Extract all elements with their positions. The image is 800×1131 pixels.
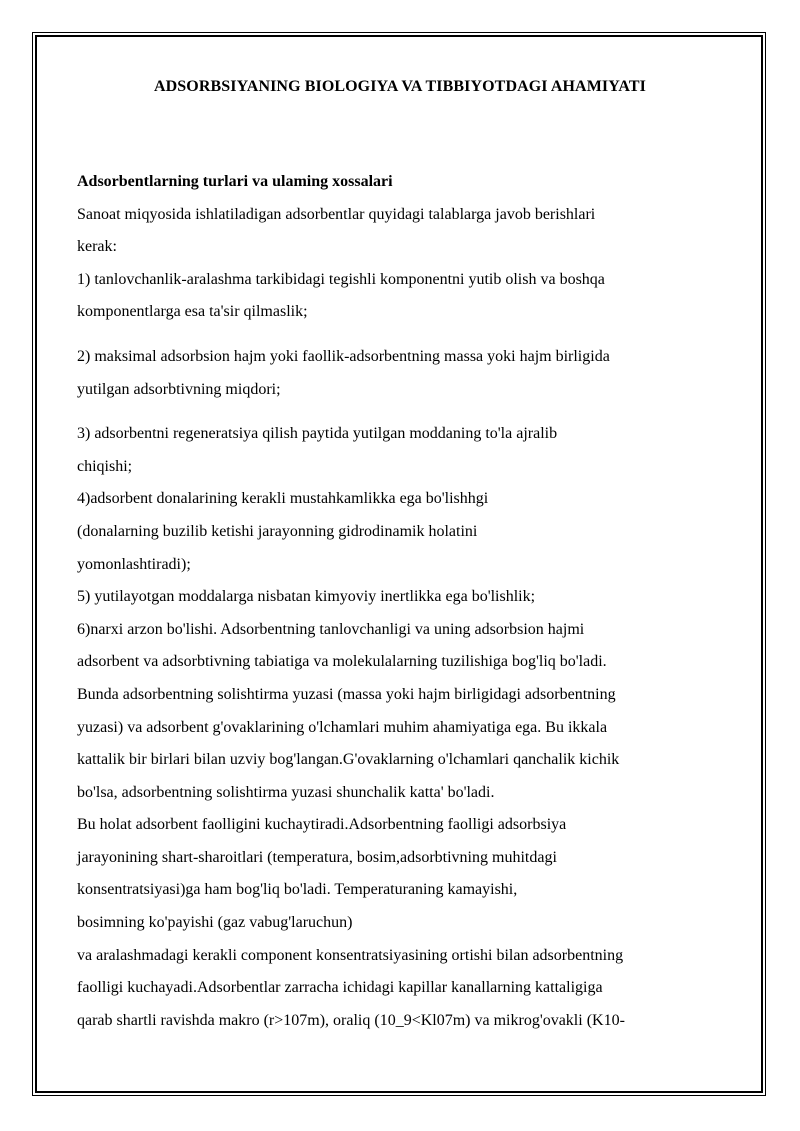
paragraph-gap (77, 329, 737, 341)
body-line: adsorbent va adsorbtivning tabiatiga va molekulalarning tuzilishiga bog'liq bo'ladi. (77, 653, 607, 671)
body-line: chiqishi; (77, 457, 133, 475)
body-line: 2) maksimal adsorbsion hajm yoki faollik-adsorbentning massa yoki hajm birligida (77, 347, 610, 365)
body-line: kerak: (77, 238, 117, 256)
body-line: 1) tanlovchanlik-aralashma tarkibidagi tegishli komponentni yutib olish va boshqa (77, 270, 605, 288)
body-line: Bu holat adsorbent faolligini kuchaytiradi.Adsorbentning faolligi adsorbsiya (77, 816, 567, 834)
body-line: kattalik bir birlari bilan uzviy bog'langan.G'ovaklarning o'lchamlari qanchalik kichik (77, 751, 620, 769)
body-line: faolligi kuchayadi.Adsorbentlar zarracha ichidagi kapillar kanallarning kattaligiga (77, 979, 603, 997)
body-line: Sanoat miqyosida ishlatiladigan adsorbentlar quyidagi talablarga javob berishlari (77, 205, 596, 223)
body-line: va aralashmadagi kerakli component konsentratsiyasining ortishi bilan adsorbentning (77, 946, 624, 964)
body-line: Bunda adsorbentning solishtirma yuzasi (massa yoki hajm birligidagi adsorbentning (77, 685, 616, 703)
body-line: 3) adsorbentni regeneratsiya qilish paytida yutilgan moddaning to'la ajralib (77, 425, 558, 443)
body-line: yutilgan adsorbtivning miqdori; (77, 380, 281, 398)
body-line: konsentratsiyasi)ga ham bog'liq bo'ladi. Temperaturaning kamayishi, (77, 881, 518, 899)
body-line: qarab shartli ravishda makro (r>107m), oraliq (10_9<Kl07m) va mikrog'ovakli (K10- (77, 1011, 625, 1029)
paragraph-gap (77, 406, 737, 418)
body-line: 4)adsorbent donalarining kerakli mustahkamlikka ega bo'lishhgi (77, 490, 489, 508)
body-line: (donalarning buzilib ketishi jarayonning gidrodinamik holatini (77, 522, 478, 540)
document-title: ADSORBSIYANING BIOLOGIYA VA TIBBIYOTDAGI AHAMIYATI (154, 78, 646, 95)
body-line: yomonlashtiradi); (77, 555, 191, 573)
body-line: 5) yutilayotgan moddalarga nisbatan kimyoviy inertlikka ega bo'lishlik; (77, 588, 536, 606)
document-body (77, 166, 737, 1037)
body-line: bo'lsa, adsorbentning solishtirma yuzasi shunchalik katta' bo'ladi. (77, 783, 495, 801)
body-line: 6)narxi arzon bo'lishi. Adsorbentning tanlovchanligi va uning adsorbsion hajmi (77, 620, 585, 638)
section-heading: Adsorbentlarning turlari va ulaming xossalari (77, 173, 393, 190)
body-line: komponentlarga esa ta'sir qilmaslik; (77, 303, 308, 321)
body-line: yuzasi) va adsorbent g'ovaklarining o'lchamlari muhim ahamiyatiga ega. Bu ikkala (77, 718, 608, 736)
body-line: bosimning ko'payishi (gaz vabug'laruchun) (77, 914, 353, 932)
body-line: jarayonining shart-sharoitlari (temperatura, bosim,adsorbtivning muhitdagi (77, 848, 557, 866)
